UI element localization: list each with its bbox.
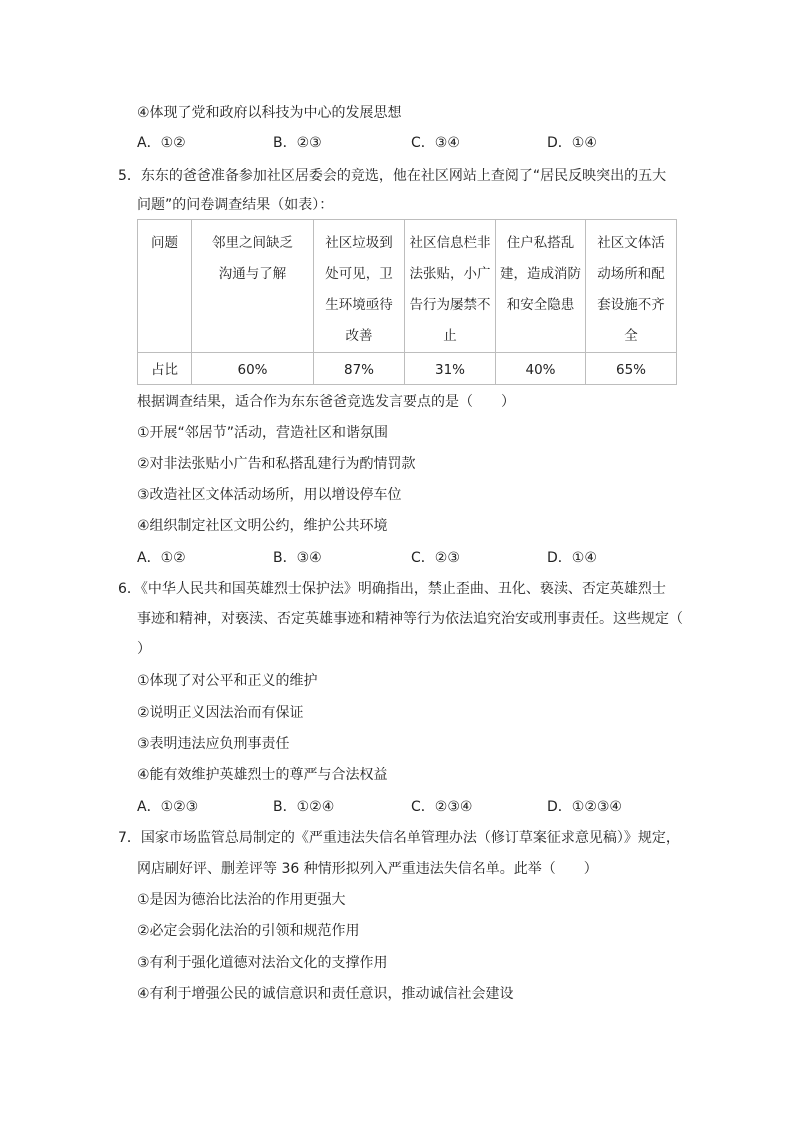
q4-option-b[interactable]: B．②③ [273,135,322,151]
issue-cell-5: 社区文体活动场所和配套设施不齐全 [586,220,677,353]
q4-options [137,133,677,153]
percent-cell-3: 31% [405,353,496,385]
q6-option-d[interactable]: D．①②③④ [547,799,622,815]
q5-option-c[interactable]: C．②③ [411,550,460,566]
issue-cell-1: 邻里之间缺乏沟通与了解 [192,220,314,353]
q4-statement-4: ④体现了党和政府以科技为中心的发展思想 [137,105,402,121]
q5-statement-2: ②对非法张贴小广告和私搭乱建行为酌情罚款 [137,456,416,472]
q4-option-c[interactable]: C．③④ [411,135,460,151]
q5-option-a[interactable]: A．①② [137,550,186,566]
q5-statement-4: ④组织制定社区文明公约，维护公共环境 [137,518,388,534]
q5-stem-line-1: 5．东东的爸爸准备参加社区居委会的竞选，他在社区网站上查阅了“居民反映突出的五大 [118,168,667,184]
percent-cell-1: 60% [192,353,314,385]
q7-statement-2: ②必定会弱化法治的引领和规范作用 [137,923,360,939]
q6-stem-line-3: ） [137,641,151,657]
q6-option-a[interactable]: A．①②③ [137,799,199,815]
percent-cell-5: 65% [586,353,677,385]
table-header-label: 问题 [138,220,192,353]
survey-table-issue-row [138,220,677,353]
q5-option-d[interactable]: D．①④ [547,550,597,566]
q5-prompt: 根据调查结果，适合作为东东爸爸竞选发言要点的是（ ） [137,394,515,410]
q7-statement-4: ④有利于增强公民的诚信意识和责任意识，推动诚信社会建设 [137,986,514,1002]
q5-stem-line-2: 问题”的问卷调查结果（如表）： [137,197,334,213]
q7-statement-3: ③有利于强化道德对法治文化的支撑作用 [137,955,388,971]
table-row-label: 占比 [138,353,192,385]
issue-cell-2: 社区垃圾到处可见，卫生环境亟待改善 [314,220,405,353]
q5-option-b[interactable]: B．③④ [273,550,322,566]
q6-statement-1: ①体现了对公平和正义的维护 [137,673,318,689]
q4-option-d[interactable]: D．①④ [547,135,597,151]
q7-stem-line-1: 7．国家市场监管总局制定的《严重违法失信名单管理办法（修订草案征求意见稿）》规定， [118,830,680,846]
q5-options [137,548,677,568]
percent-cell-2: 87% [314,353,405,385]
q6-options [137,797,677,817]
q6-statement-2: ②说明正义因法治而有保证 [137,705,304,721]
q6-option-b[interactable]: B．①②④ [273,799,335,815]
percent-cell-4: 40% [496,353,586,385]
survey-table [137,219,677,385]
q6-stem-line-1: 6．《中华人民共和国英雄烈士保护法》明确指出，禁止歪曲、丑化、亵渎、否定英雄烈士 [118,581,666,597]
q6-statement-3: ③表明违法应负刑事责任 [137,736,290,752]
issue-cell-3: 社区信息栏非法张贴，小广告行为屡禁不止 [405,220,496,353]
q6-stem-line-2: 事迹和精神，对亵渎、否定英雄事迹和精神等行为依法追究治安或刑事责任。这些规定（ [137,611,683,627]
q7-stem-line-2: 网店刷好评、删差评等 36 种情形拟列入严重违法失信名单。此举（ ） [137,861,598,877]
issue-cell-4: 住户私搭乱建，造成消防和安全隐患 [496,220,586,353]
q6-statement-4: ④能有效维护英雄烈士的尊严与合法权益 [137,767,388,783]
q7-statement-1: ①是因为德治比法治的作用更强大 [137,892,346,908]
q5-statement-3: ③改造社区文体活动场所，用以增设停车位 [137,487,402,503]
q4-option-a[interactable]: A．①② [137,135,186,151]
q5-statement-1: ①开展“邻居节”活动，营造社区和谐氛围 [137,425,389,441]
q6-option-c[interactable]: C．②③④ [411,799,473,815]
survey-table-percent-row [138,353,677,385]
